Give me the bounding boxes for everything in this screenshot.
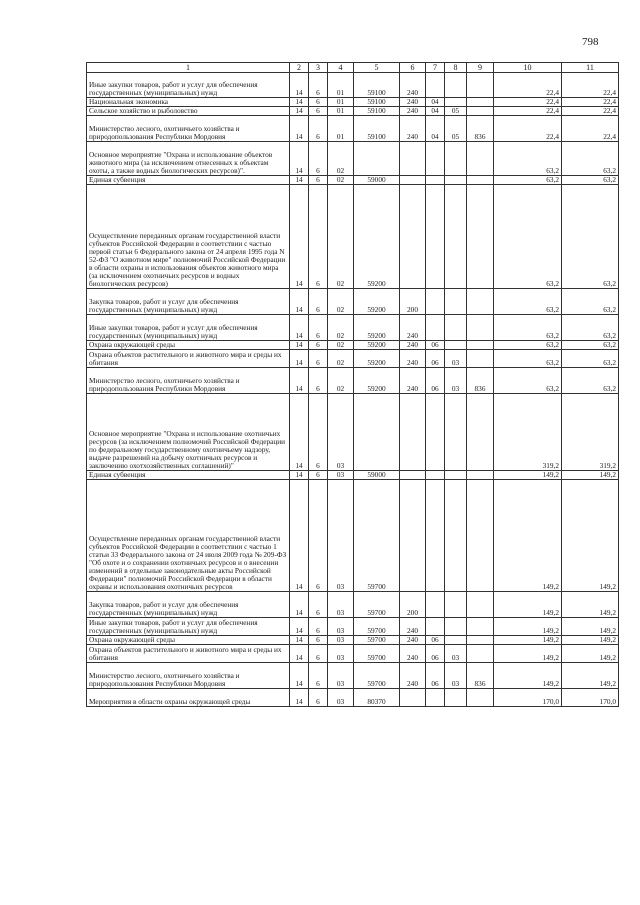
table-cell [467,471,494,480]
table-cell: 59700 [354,592,400,618]
table-cell: 59700 [354,480,400,592]
table-cell: 14 [290,341,309,350]
table-cell [445,315,467,341]
table-cell: 14 [290,618,309,636]
table-cell: 03 [445,645,467,663]
row-name-cell: Национальная экономика [87,98,290,107]
page-number: 798 [582,36,599,48]
table-cell: 59200 [354,289,400,315]
table-cell: 14 [290,592,309,618]
table-cell: 06 [426,636,445,645]
row-name-cell: Закупка товаров, работ и услуг для обеспечения государственных (муниципальных) нужд [87,289,290,315]
table-row [87,176,619,185]
table-cell [467,394,494,471]
table-cell [467,315,494,341]
row-name-cell: Охрана окружающей среды [87,636,290,645]
table-cell: 06 [426,350,445,368]
table-cell [467,73,494,98]
table-cell [467,341,494,350]
table-row [87,592,619,618]
row-name-cell: Мероприятия в области охраны окружающей среды [87,689,290,707]
table-row [87,394,619,471]
table-cell: 63,2 [494,368,562,394]
table-cell: 14 [290,368,309,394]
table-cell [467,480,494,592]
table-cell: 240 [400,618,426,636]
table-cell: 63,2 [562,341,619,350]
table-cell: 59200 [354,368,400,394]
table-row [87,289,619,315]
table-cell [445,592,467,618]
row-name-cell: Иные закупки товаров, работ и услуг для обеспечения государственных (муниципальных) нужд [87,618,290,636]
table-row [87,645,619,663]
table-cell: 240 [400,73,426,98]
table-cell: 6 [309,142,328,176]
table-cell: 6 [309,73,328,98]
table-cell: 14 [290,116,309,142]
table-cell: 80370 [354,689,400,707]
table-cell: 240 [400,107,426,116]
table-row [87,471,619,480]
table-cell: 240 [400,98,426,107]
table-cell: 14 [290,394,309,471]
table-cell: 6 [309,480,328,592]
table-cell: 02 [328,368,354,394]
table-cell: 14 [290,107,309,116]
table-cell: 06 [426,663,445,689]
table-cell: 240 [400,636,426,645]
table-cell: 240 [400,645,426,663]
column-header: 6 [400,63,426,73]
table-cell [445,636,467,645]
table-cell: 6 [309,176,328,185]
row-name-cell: Единая субвенция [87,176,290,185]
table-cell [426,142,445,176]
table-cell: 63,2 [494,176,562,185]
table-cell: 01 [328,107,354,116]
table-cell: 14 [290,350,309,368]
row-name-cell: Охрана объектов растительного и животного мира и среды их обитания [87,350,290,368]
table-cell: 03 [328,618,354,636]
table-cell: 6 [309,394,328,471]
table-cell: 01 [328,116,354,142]
table-cell [467,185,494,289]
row-name-cell: Сельское хозяйство и рыболовство [87,107,290,116]
table-cell: 6 [309,98,328,107]
table-cell: 149,2 [562,645,619,663]
table-cell: 22,4 [562,73,619,98]
table-cell: 6 [309,618,328,636]
table-row [87,107,619,116]
table-cell: 59100 [354,116,400,142]
table-cell: 63,2 [494,185,562,289]
table-row [87,480,619,592]
table-cell [445,394,467,471]
table-cell: 02 [328,341,354,350]
table-cell [467,618,494,636]
table-cell: 149,2 [562,471,619,480]
table-cell: 6 [309,315,328,341]
row-name-cell: Осуществление переданных органам государственной власти субъектов Российской Федерации в соответствии с частью 1 статьи 33 Федерального закона от 24 июля 2009 года № 209-ФЗ "Об охоте и о сохранении охотничьих ресурсов и о внесении изменений в отдельные законодательные акты Российской Федерации" полномочий Российской Федерации в области охраны и использования охотничьих ресурсов [87,480,290,592]
table-cell: 6 [309,689,328,707]
table-cell: 836 [467,116,494,142]
table-cell [467,142,494,176]
table-cell: 03 [328,592,354,618]
table-cell: 240 [400,341,426,350]
table-cell: 6 [309,289,328,315]
table-cell: 05 [445,107,467,116]
table-row [87,142,619,176]
table-cell: 170,0 [562,689,619,707]
table-cell: 63,2 [494,350,562,368]
column-header: 7 [426,63,445,73]
table-cell: 59200 [354,341,400,350]
table-cell: 14 [290,689,309,707]
table-cell: 240 [400,116,426,142]
table-cell [467,289,494,315]
table-cell: 59100 [354,107,400,116]
table-cell: 06 [426,368,445,394]
table-row [87,73,619,98]
table-cell [354,394,400,471]
table-cell: 63,2 [562,350,619,368]
table-cell: 6 [309,116,328,142]
table-cell: 59200 [354,350,400,368]
table-cell [426,315,445,341]
table-cell: 59000 [354,176,400,185]
table-cell: 02 [328,289,354,315]
table-cell [400,689,426,707]
table-cell: 22,4 [562,116,619,142]
table-cell: 59700 [354,636,400,645]
table-cell: 59200 [354,315,400,341]
table-cell [467,636,494,645]
table-cell [467,645,494,663]
table-cell: 59700 [354,645,400,663]
table-cell: 04 [426,116,445,142]
table-cell: 03 [328,663,354,689]
table-row [87,98,619,107]
table-cell: 63,2 [562,142,619,176]
row-name-cell: Основное мероприятие "Охрана и использование охотничьих ресурсов (за исключением полномочий Российской Федерации по федеральному государственному охотничьему надзору, выдаче разрешений на добычу охотничьих ресурсов и заключению охотхозяйственных соглашений)" [87,394,290,471]
table-cell [445,341,467,350]
column-header: 3 [309,63,328,73]
table-cell: 6 [309,663,328,689]
table-cell [445,142,467,176]
column-header: 10 [494,63,562,73]
table-cell: 836 [467,368,494,394]
table-cell: 63,2 [562,185,619,289]
table-cell: 22,4 [494,98,562,107]
table-cell: 03 [328,394,354,471]
table-cell [445,73,467,98]
table-cell [467,107,494,116]
row-name-cell: Министерство лесного, охотничьего хозяйства и природопользования Республики Мордовия [87,368,290,394]
table-cell: 22,4 [494,73,562,98]
table-cell [445,480,467,592]
table-cell: 01 [328,73,354,98]
column-header: 4 [328,63,354,73]
table-cell: 03 [445,368,467,394]
table-cell [445,689,467,707]
table-cell: 6 [309,185,328,289]
table-row [87,663,619,689]
table-cell: 02 [328,142,354,176]
table-cell: 59100 [354,73,400,98]
column-header: 8 [445,63,467,73]
table-cell [426,480,445,592]
table-cell: 22,4 [562,107,619,116]
table-cell: 03 [445,350,467,368]
table-cell: 03 [445,663,467,689]
table-cell [400,394,426,471]
table-cell: 6 [309,645,328,663]
table-cell: 240 [400,350,426,368]
table-row [87,689,619,707]
table-cell [426,618,445,636]
table-cell [445,289,467,315]
table-cell: 63,2 [562,315,619,341]
table-cell: 63,2 [494,142,562,176]
table-cell: 14 [290,176,309,185]
table-row [87,116,619,142]
column-header: 5 [354,63,400,73]
table-cell [426,689,445,707]
table-cell: 63,2 [562,176,619,185]
table-cell: 14 [290,142,309,176]
table-cell: 03 [328,636,354,645]
table-cell: 63,2 [562,368,619,394]
table-cell: 6 [309,350,328,368]
table-cell [445,176,467,185]
table-cell: 6 [309,471,328,480]
table-cell: 04 [426,107,445,116]
table-cell: 59000 [354,471,400,480]
table-row [87,185,619,289]
table-cell: 240 [400,315,426,341]
table-cell: 63,2 [562,289,619,315]
table-cell [426,592,445,618]
table-cell: 170,0 [494,689,562,707]
table-cell: 06 [426,341,445,350]
column-header: 1 [87,63,290,73]
table-cell [445,185,467,289]
table-cell: 63,2 [494,289,562,315]
table-cell: 14 [290,471,309,480]
table-cell [400,471,426,480]
table-cell: 63,2 [494,341,562,350]
table-cell [467,98,494,107]
table-cell: 6 [309,636,328,645]
table-cell: 02 [328,185,354,289]
column-header: 11 [562,63,619,73]
table-cell [445,618,467,636]
table-cell: 149,2 [494,636,562,645]
table-cell: 02 [328,350,354,368]
table-cell: 22,4 [562,98,619,107]
table-cell: 6 [309,368,328,394]
table-cell: 14 [290,98,309,107]
table-cell [426,176,445,185]
table-cell: 03 [328,645,354,663]
table-cell: 22,4 [494,116,562,142]
table-cell [445,98,467,107]
row-name-cell: Основное мероприятие "Охрана и использование объектов животного мира (за исключением отнесенных к объектам охоты, а также водных биологических ресурсов)". [87,142,290,176]
table-cell: 149,2 [494,480,562,592]
table-cell: 836 [467,663,494,689]
table-cell: 149,2 [562,480,619,592]
table-cell: 03 [328,471,354,480]
table-cell [467,592,494,618]
table-cell: 14 [290,315,309,341]
table-cell [467,350,494,368]
table-cell: 149,2 [494,645,562,663]
table-cell [467,689,494,707]
table-cell [445,471,467,480]
column-header: 2 [290,63,309,73]
table-cell: 14 [290,636,309,645]
table-cell: 149,2 [562,663,619,689]
table-cell: 149,2 [562,618,619,636]
table-cell [426,289,445,315]
table-cell [400,176,426,185]
table-cell: 149,2 [494,592,562,618]
table-cell [467,176,494,185]
table-cell: 59200 [354,185,400,289]
table-cell: 149,2 [562,636,619,645]
table-cell: 149,2 [562,592,619,618]
table-cell: 14 [290,480,309,592]
table-cell: 149,2 [494,663,562,689]
row-name-cell: Закупка товаров, работ и услуг для обеспечения государственных (муниципальных) нужд [87,592,290,618]
table-cell [426,394,445,471]
table-cell: 14 [290,185,309,289]
table-cell: 6 [309,341,328,350]
table-cell [354,142,400,176]
table-cell: 63,2 [494,315,562,341]
table-cell: 319,2 [494,394,562,471]
row-name-cell: Иные закупки товаров, работ и услуг для обеспечения государственных (муниципальных) нужд [87,73,290,98]
row-name-cell: Охрана объектов растительного и животного мира и среды их обитания [87,645,290,663]
table-row [87,618,619,636]
table-cell: 22,4 [494,107,562,116]
table-cell: 14 [290,289,309,315]
row-name-cell: Охрана окружающей среды [87,341,290,350]
table-row [87,636,619,645]
table-row [87,350,619,368]
table-cell [400,142,426,176]
table-cell: 6 [309,592,328,618]
table-cell [400,185,426,289]
table-cell: 03 [328,689,354,707]
table-row [87,341,619,350]
table-cell [400,480,426,592]
table-cell [426,471,445,480]
table-row [87,315,619,341]
row-name-cell: Осуществление переданных органам государственной власти субъектов Российской Федерации в соответствии с частью первой статьи 6 Федерального закона от 24 апреля 1995 года N 52-ФЗ "О животном мире" полномочий Российской Федерации в области охраны и использования объектов животного мира (за исключением охотничьих ресурсов и водных биологических ресурсов) [87,185,290,289]
table-cell: 240 [400,663,426,689]
table-header-row [87,63,619,73]
table-cell: 04 [426,98,445,107]
table-cell: 02 [328,176,354,185]
table-cell: 05 [445,116,467,142]
table-cell: 06 [426,645,445,663]
table-cell: 59700 [354,618,400,636]
table-cell: 319,2 [562,394,619,471]
table-cell: 59100 [354,98,400,107]
table-cell: 149,2 [494,471,562,480]
row-name-cell: Министерство лесного, охотничьего хозяйства и природопользования Республики Мордовия [87,116,290,142]
table-cell: 240 [400,368,426,394]
table-cell: 59700 [354,663,400,689]
row-name-cell: Иные закупки товаров, работ и услуг для обеспечения государственных (муниципальных) нужд [87,315,290,341]
table-cell: 14 [290,663,309,689]
table-cell: 200 [400,592,426,618]
table-cell: 6 [309,107,328,116]
table-cell [426,185,445,289]
table-cell: 200 [400,289,426,315]
table-cell: 14 [290,645,309,663]
table-cell [426,73,445,98]
budget-table [86,62,619,707]
row-name-cell: Министерство лесного, охотничьего хозяйства и природопользования Республики Мордовия [87,663,290,689]
table-cell: 149,2 [494,618,562,636]
table-cell: 14 [290,73,309,98]
table-row [87,368,619,394]
table-cell: 02 [328,315,354,341]
table-cell: 03 [328,480,354,592]
column-header: 9 [467,63,494,73]
row-name-cell: Единая субвенция [87,471,290,480]
table-cell: 01 [328,98,354,107]
